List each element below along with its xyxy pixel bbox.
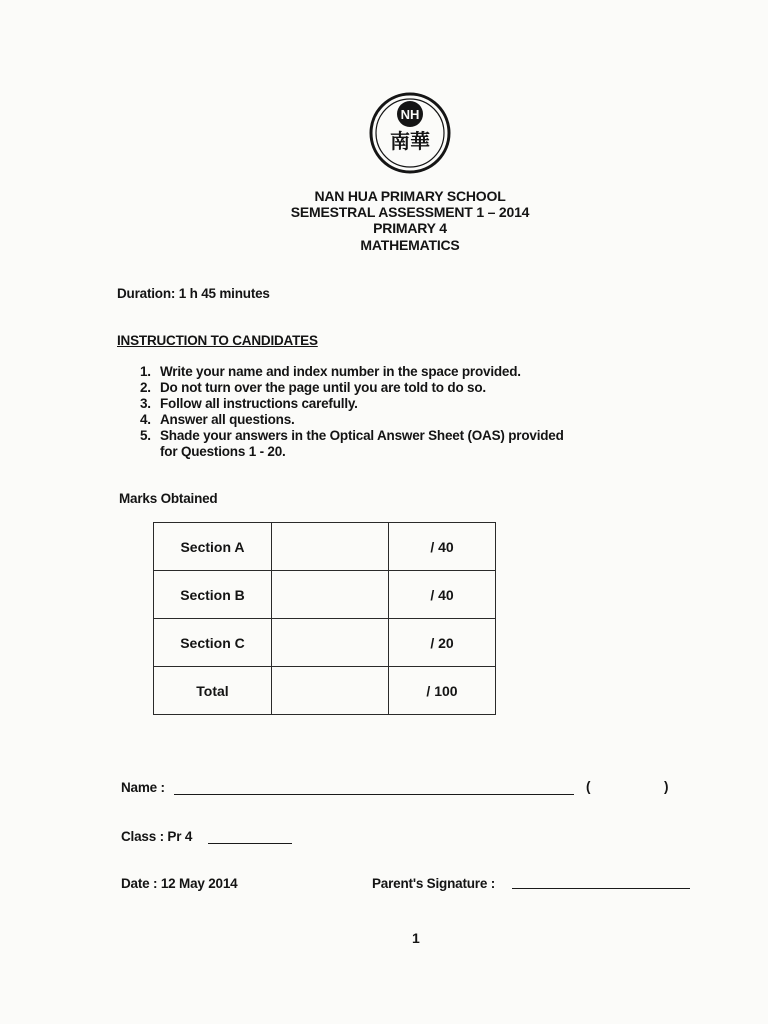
instruction-item — [140, 364, 521, 379]
school-crest-icon — [367, 90, 453, 176]
instruction-item — [140, 396, 358, 411]
section-label: Section B — [154, 571, 272, 619]
level-title: PRIMARY 4 — [373, 220, 447, 236]
instruction-number: 3. — [140, 396, 151, 411]
marks-table — [153, 522, 496, 715]
section-label: Total — [154, 667, 272, 715]
class-input-line[interactable] — [208, 843, 292, 844]
index-open-paren: ( — [586, 779, 591, 794]
marks-max-cell: / 40 — [389, 523, 496, 571]
index-close-paren: ) — [664, 779, 669, 794]
instruction-number: 1. — [140, 364, 151, 379]
instructions-heading: INSTRUCTION TO CANDIDATES — [117, 333, 318, 348]
marks-max-cell: / 20 — [389, 619, 496, 667]
name-input-line[interactable] — [174, 794, 574, 795]
logo-monogram: NH — [400, 107, 420, 122]
marks-obtained-cell[interactable] — [272, 667, 389, 715]
instruction-item — [140, 412, 295, 427]
school-name: NAN HUA PRIMARY SCHOOL — [314, 188, 506, 204]
marks-obtained-cell[interactable] — [272, 523, 389, 571]
instruction-text: Write your name and index number in the space provided. — [160, 364, 521, 379]
page-number: 1 — [412, 930, 420, 946]
instruction-item — [140, 380, 486, 395]
subject-title: MATHEMATICS — [360, 237, 460, 253]
name-label: Name : — [121, 780, 165, 795]
instruction-item — [140, 428, 564, 443]
marks-obtained-cell[interactable] — [272, 619, 389, 667]
marks-max-cell: / 40 — [389, 571, 496, 619]
instruction-text: Shade your answers in the Optical Answer Sheet (OAS) provided — [160, 428, 564, 443]
marks-max-cell: / 100 — [389, 667, 496, 715]
instruction-number: 5. — [140, 428, 151, 443]
instruction-text: Do not turn over the page until you are told to do so. — [160, 380, 486, 395]
section-label: Section A — [154, 523, 272, 571]
instruction-text: Follow all instructions carefully. — [160, 396, 358, 411]
logo-chinese-name: 南華 — [390, 129, 430, 153]
table-row — [154, 523, 496, 571]
parent-signature-label: Parent's Signature : — [372, 876, 495, 891]
instruction-number: 4. — [140, 412, 151, 427]
duration-text: Duration: 1 h 45 minutes — [117, 286, 270, 301]
section-label: Section C — [154, 619, 272, 667]
instruction-number: 2. — [140, 380, 151, 395]
instruction-continuation: for Questions 1 - 20. — [160, 444, 286, 459]
class-label: Class : Pr 4 — [121, 829, 193, 844]
date-text: Date : 12 May 2014 — [121, 876, 238, 891]
marks-obtained-cell[interactable] — [272, 571, 389, 619]
table-row — [154, 571, 496, 619]
parent-signature-line[interactable] — [512, 888, 690, 889]
table-row — [154, 667, 496, 715]
assessment-title: SEMESTRAL ASSESSMENT 1 – 2014 — [290, 204, 530, 220]
instruction-text: Answer all questions. — [160, 412, 295, 427]
table-row — [154, 619, 496, 667]
marks-heading: Marks Obtained — [119, 491, 218, 506]
